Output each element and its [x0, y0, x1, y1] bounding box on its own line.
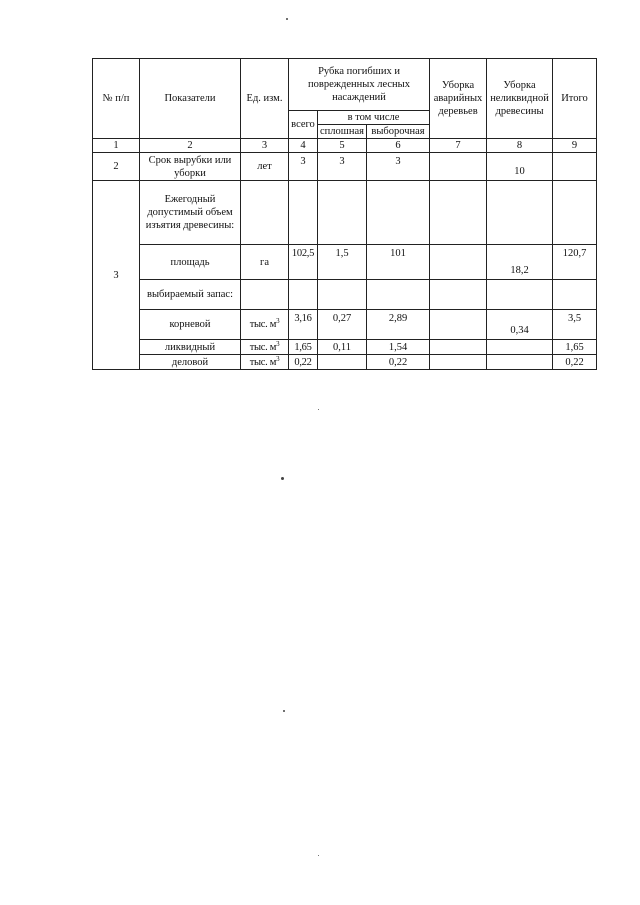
- row-unit: [241, 355, 289, 370]
- unit-sup: 3: [276, 317, 280, 325]
- cell-sum: 3,5: [553, 310, 597, 340]
- unit-base: тыс. м: [249, 341, 277, 353]
- unit-sup: 3: [276, 354, 280, 363]
- column-number: 3: [241, 139, 289, 153]
- header-emergency: Уборка аварийных деревьев: [430, 59, 487, 139]
- column-number: 1: [93, 139, 140, 153]
- cell-emergency: [430, 245, 487, 280]
- cell-clear: 0,27: [318, 310, 367, 340]
- header-including: в том числе: [318, 111, 430, 125]
- table-row: [93, 340, 597, 355]
- header-felling-group: Рубка погибших и поврежденных лесных насаждений: [289, 59, 430, 111]
- scan-speck: [286, 18, 288, 20]
- unit-sup: 3: [276, 339, 280, 348]
- header-selective: выборочная: [367, 125, 430, 139]
- unit-base: тыс. м: [249, 319, 277, 330]
- cell-nonliquid: 10: [487, 153, 553, 181]
- cell-nonliquid: [487, 355, 553, 370]
- header-num: № п/п: [93, 59, 140, 139]
- header-sum: Итого: [553, 59, 597, 139]
- cell-selective: 0,22: [367, 355, 430, 370]
- column-number: 8: [487, 139, 553, 153]
- row-heading: Ежегодный допустимый объем изъятия древесины:: [140, 181, 241, 245]
- cell-total: 102,5: [289, 245, 318, 280]
- table-row: [93, 181, 597, 245]
- column-number: 7: [430, 139, 487, 153]
- cell-nonliquid: 18,2: [487, 245, 553, 280]
- header-unit: Ед. изм.: [241, 59, 289, 139]
- header-clear: сплошная: [318, 125, 367, 139]
- cell-emergency: [430, 153, 487, 181]
- cell-selective: 101: [367, 245, 430, 280]
- row-num: 3: [93, 181, 140, 370]
- cell-selective: 1,54: [367, 340, 430, 355]
- row-unit: [241, 340, 289, 355]
- cell-total: 0,22: [289, 355, 318, 370]
- column-number-row: [93, 139, 597, 153]
- unit-base: тыс. м: [249, 356, 277, 368]
- cell-selective: 3: [367, 153, 430, 181]
- table-row: [93, 153, 597, 181]
- row-unit: га: [241, 245, 289, 280]
- cell-emergency: [430, 340, 487, 355]
- cell-nonliquid: 0,34: [487, 310, 553, 340]
- header-total: всего: [289, 111, 318, 139]
- column-number: 2: [140, 139, 241, 153]
- row-indicator: корневой: [140, 310, 241, 340]
- scan-speck: [318, 855, 319, 856]
- table-row: [93, 280, 597, 310]
- table-row: [93, 245, 597, 280]
- cell-clear: [318, 355, 367, 370]
- row-indicator: Срок вырубки или уборки: [140, 153, 241, 181]
- row-unit: лет: [241, 153, 289, 181]
- row-unit: [241, 310, 289, 340]
- cell-clear: 3: [318, 153, 367, 181]
- cell-emergency: [430, 355, 487, 370]
- cell-nonliquid: [487, 340, 553, 355]
- table-row: [93, 355, 597, 370]
- cell-selective: 2,89: [367, 310, 430, 340]
- forest-harvest-table: [92, 58, 597, 370]
- scan-speck: [318, 409, 319, 410]
- header-indicators: Показатели: [140, 59, 241, 139]
- column-number: 5: [318, 139, 367, 153]
- column-number: 9: [553, 139, 597, 153]
- cell-total: 3: [289, 153, 318, 181]
- row-indicator: площадь: [140, 245, 241, 280]
- cell-emergency: [430, 310, 487, 340]
- row-num: 2: [93, 153, 140, 181]
- cell-total: 1,65: [289, 340, 318, 355]
- scan-speck: [283, 710, 285, 712]
- column-number: 4: [289, 139, 318, 153]
- cell-total: 3,16: [289, 310, 318, 340]
- cell-clear: 0,11: [318, 340, 367, 355]
- table-row: [93, 310, 597, 340]
- header-nonliquid: Уборка неликвидной древесины: [487, 59, 553, 139]
- scan-speck: [281, 477, 284, 480]
- cell-sum: 120,7: [553, 245, 597, 280]
- row-indicator: деловой: [140, 355, 241, 370]
- cell-clear: 1,5: [318, 245, 367, 280]
- column-number: 6: [367, 139, 430, 153]
- cell-sum: 0,22: [553, 355, 597, 370]
- cell-sum: 1,65: [553, 340, 597, 355]
- row-indicator: ликвидный: [140, 340, 241, 355]
- row-heading: выбираемый запас:: [140, 280, 241, 310]
- cell-sum: [553, 153, 597, 181]
